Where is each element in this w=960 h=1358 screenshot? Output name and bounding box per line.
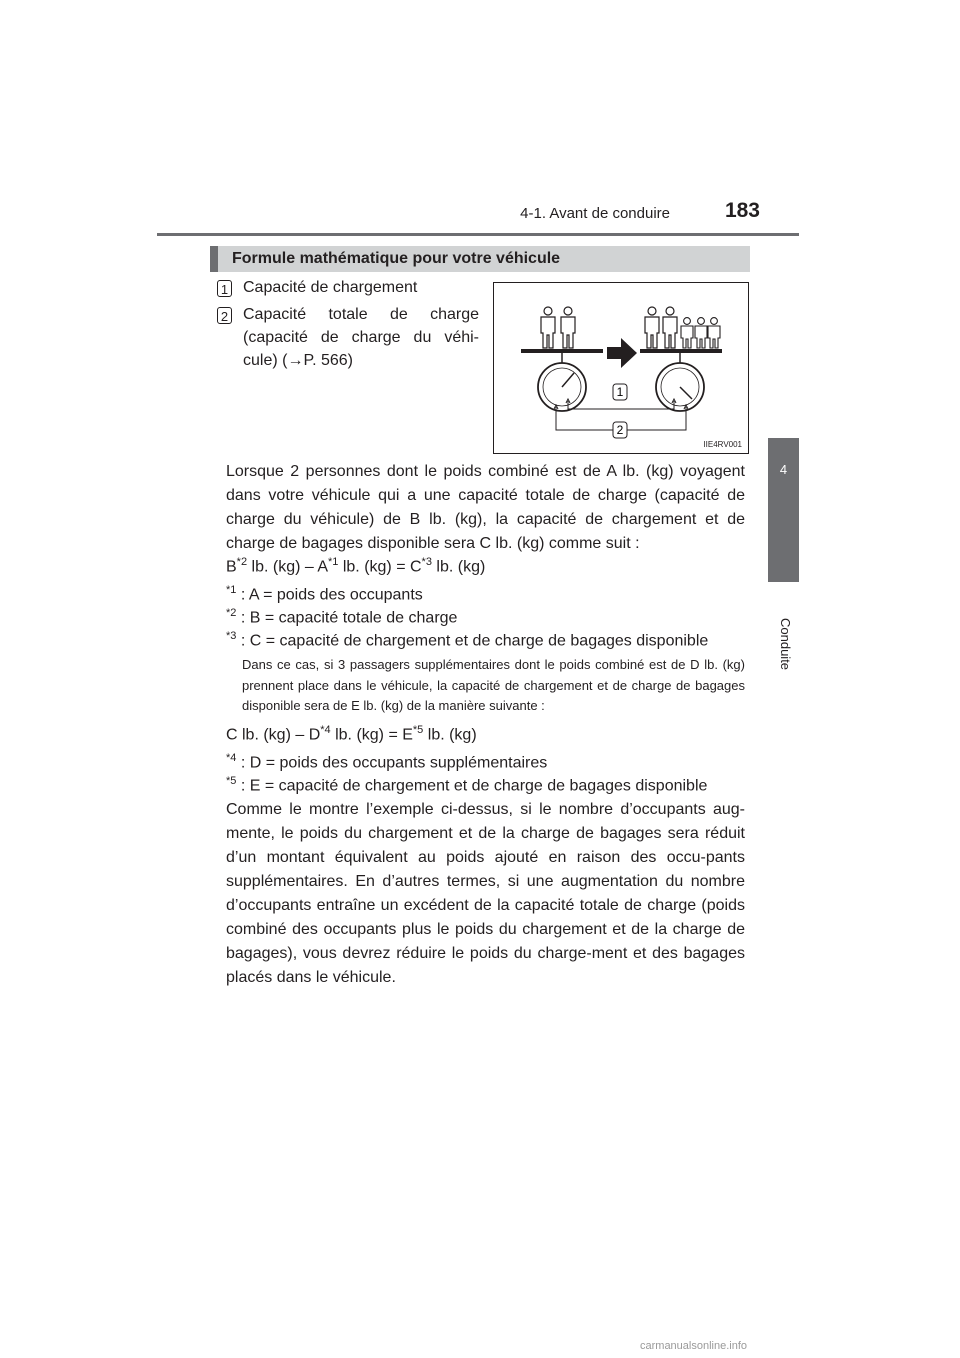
header-rule <box>157 233 799 236</box>
item-text-1: Capacité de chargement <box>243 279 418 296</box>
formula-text: lb. (kg) <box>431 558 486 576</box>
formula-text: lb. (kg) <box>423 726 477 744</box>
footnote-text: : B = capacité totale de charge <box>236 609 458 627</box>
footnote-mark: *5 <box>412 724 424 736</box>
footnote-2 <box>226 607 457 627</box>
footnote-mark: *4 <box>320 724 331 736</box>
formula-text: lb. (kg) – A <box>247 558 328 576</box>
figure-callout-1: 1 <box>616 385 624 399</box>
footnote-mark: *3 <box>421 556 432 568</box>
formula-1 <box>226 556 485 576</box>
small-person-icon <box>681 318 693 348</box>
footnote-mark: *5 <box>226 775 237 787</box>
footnote-mark: *3 <box>226 630 237 642</box>
footnote-text: : E = capacité de chargement et de charge de bagages disponible <box>236 777 708 795</box>
formula-text: lb. (kg) = E <box>330 726 413 744</box>
footnote-mark: *1 <box>226 584 237 596</box>
formula-text: B <box>226 558 237 576</box>
chapter-tab-number: 4 <box>779 462 788 477</box>
body-paragraph-small: Dans ce cas, si 3 passagers supplémentaires dont le poids combiné est de D lb. (kg) prennent place dans le véhicule, la capacité de chargement et de charge de bagages disponible sera de E lb. (kg) de la manière suivante : <box>242 657 745 713</box>
formula-text: C lb. (kg) – D <box>226 726 321 744</box>
footnote-mark: *4 <box>226 752 237 764</box>
footnote-4 <box>226 752 547 772</box>
watermark: carmanualsonline.info <box>640 1340 748 1352</box>
footnote-5 <box>226 775 707 795</box>
figure-code: IIE4RV001 <box>703 440 742 449</box>
footnote-3 <box>226 630 708 650</box>
body-paragraph-1: Lorsque 2 personnes dont le poids combiné est de A lb. (kg) voyagent dans votre véhicule qui a une capacité totale de charge (capacité de charge du véhicule) de B lb. (kg), la capacité de chargement et de charge de bagages disponible sera C lb. (kg) comme suit : <box>226 463 745 552</box>
section-heading-bar <box>210 246 750 272</box>
footnote-mark: *2 <box>236 556 248 568</box>
footnote-text: : D = poids des occupants supplémentaires <box>236 754 548 772</box>
person-icon <box>645 307 659 348</box>
footnote-mark: *2 <box>226 607 237 619</box>
item-number-2: 2 <box>217 307 232 324</box>
footnote-text: : A = poids des occupants <box>236 586 423 604</box>
item-number-1: 1 <box>217 280 232 297</box>
formula-2 <box>226 724 477 744</box>
section-title: Formule mathématique pour votre véhicule <box>232 250 561 267</box>
page-number: 183 <box>724 199 760 222</box>
person-icon <box>541 307 555 348</box>
chapter-tab-label: Conduite <box>778 618 793 671</box>
running-header-section: 4-1. Avant de conduire <box>520 205 670 222</box>
small-person-icon <box>708 318 720 348</box>
footnote-text: : C = capacité de chargement et de charge de bagages disponible <box>236 632 709 650</box>
footnote-mark: *1 <box>328 556 339 568</box>
formula-text: lb. (kg) = C <box>338 558 422 576</box>
figure-callout-2: 2 <box>616 423 624 437</box>
load-capacity-figure <box>493 282 749 454</box>
person-icon <box>561 307 575 348</box>
footnote-1 <box>226 584 423 604</box>
person-icon <box>663 307 677 348</box>
scale-illustration <box>494 283 748 453</box>
small-person-icon <box>695 318 707 348</box>
chapter-tab <box>768 438 799 582</box>
body-paragraph-2: Comme le montre l’exemple ci-dessus, si le nombre d’occupants aug-mente, le poids du chargement et de la charge de bagages sera réduit d’un montant équivalent au poids ajouté en raison des occu-pants supplémentaires. En d’autres termes, si une augmentation du nombre d’occupants entraîne un excédent de la capacité totale de charge (poids combiné des occupants plus le poids du chargement et de la charge de bagages), vous devrez réduire le poids du charge-ment et des bagages placés dans le véhicule. <box>226 801 745 986</box>
item-text-2: Capacité totale de charge (capacité de charge du véhi-cule) (→P. 566) <box>243 306 479 369</box>
